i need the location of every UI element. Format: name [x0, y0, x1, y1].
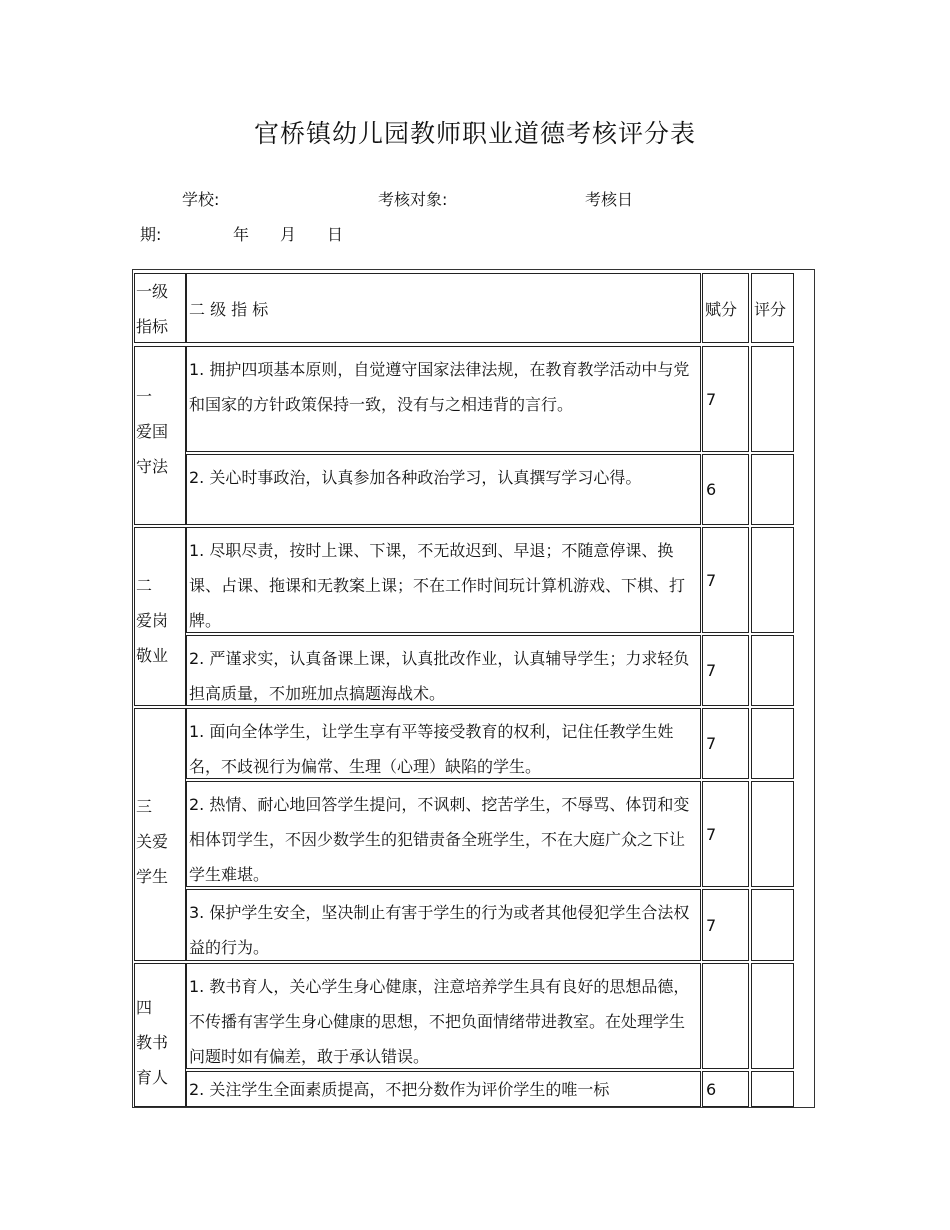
group-3-item-1-score	[702, 708, 749, 779]
group-2-line1: 二	[136, 576, 153, 595]
group-3-item-2-rating[interactable]	[751, 781, 794, 887]
group-4-label	[134, 963, 186, 1107]
score-value: 7	[706, 570, 717, 590]
group-2-item-1-score	[702, 527, 749, 633]
header-level1-line1: 一级	[136, 282, 169, 301]
group-1-item-1-text: 1. 拥护四项基本原则，自觉遵守国家法律法规，在教育教学活动中与党和国家的方针政策保持一致，没有与之相违背的言行。	[186, 346, 701, 452]
header-rating	[751, 273, 794, 343]
group-4-item-2-score	[702, 1071, 749, 1107]
school-label: 学校:	[182, 190, 220, 209]
group-3-line3: 学生	[136, 867, 169, 886]
header-assigned-label: 赋分	[705, 299, 738, 319]
group-2-item-2-rating[interactable]	[751, 635, 794, 706]
header-level2	[186, 273, 701, 343]
page-title: 官桥镇幼儿园教师职业道德考核评分表	[253, 119, 696, 148]
group-2-line3: 敬业	[136, 646, 169, 665]
group-4-item-1-text: 1. 教书育人，关心学生身心健康，注意培养学生具有良好的思想品德，不传播有害学生身心健康的思想，不把负面情绪带进教室。在处理学生问题时如有偏差，敢于承认错误。	[186, 963, 701, 1069]
group-4-item-1-score	[702, 963, 749, 1069]
group-4-line3: 育人	[136, 1068, 169, 1087]
group-2-item-2-score	[702, 635, 749, 706]
score-value: 7	[706, 734, 717, 753]
group-2-item-1-text: 1. 尽职尽责，按时上课、下课，不无故迟到、早退；不随意停课、换课、占课、拖课和无教案上课；不在工作时间玩计算机游戏、下棋、打牌。	[186, 527, 701, 633]
group-1-item-1-score	[702, 346, 749, 452]
group-4-line2: 教书	[136, 1033, 169, 1052]
group-1-item-2-rating[interactable]	[751, 454, 794, 525]
header-level1	[134, 273, 186, 343]
group-4-item-1-rating[interactable]	[751, 963, 794, 1069]
header-rating-label: 评分	[754, 299, 787, 319]
score-value: 6	[706, 1079, 717, 1099]
group-4-item-2-rating[interactable]	[751, 1071, 794, 1107]
header-level1-line2: 指标	[136, 317, 169, 336]
group-3-item-3-score	[702, 889, 749, 961]
group-1-line2: 爱国	[136, 422, 169, 441]
day-label: 日	[327, 225, 344, 244]
evaluation-table	[132, 269, 815, 1108]
target-label: 考核对象:	[378, 190, 448, 209]
score-value: 7	[706, 824, 717, 844]
group-1-label	[134, 346, 186, 525]
year-label: 年	[233, 225, 250, 244]
header-assigned	[702, 273, 749, 343]
score-value: 7	[706, 661, 717, 680]
score-value: 7	[706, 389, 717, 409]
date-label-part1: 考核日	[585, 190, 634, 209]
group-2-item-2-text: 2. 严谨求实，认真备课上课，认真批改作业，认真辅导学生；力求轻负担高质量，不加班加点搞题海战术。	[186, 635, 701, 706]
group-3-item-3-rating[interactable]	[751, 889, 794, 961]
group-3-label	[134, 708, 186, 961]
month-label: 月	[280, 225, 297, 244]
group-3-item-3-text: 3. 保护学生安全，坚决制止有害于学生的行为或者其他侵犯学生合法权益的行为。	[186, 889, 701, 961]
group-1-item-2-score	[702, 454, 749, 525]
group-1-item-1-rating[interactable]	[751, 346, 794, 452]
group-2-label	[134, 527, 186, 706]
group-1-line1: 一	[136, 387, 153, 406]
group-3-item-2-text: 2. 热情、耐心地回答学生提问，不讽刺、挖苦学生，不辱骂、体罚和变相体罚学生，不因少数学生的犯错责备全班学生，不在大庭广众之下让学生难堪。	[186, 781, 701, 887]
group-1-item-2-text: 2. 关心时事政治，认真参加各种政治学习，认真撰写学习心得。	[186, 454, 701, 525]
group-2-item-1-rating[interactable]	[751, 527, 794, 633]
group-3-item-2-score	[702, 781, 749, 887]
group-1-line3: 守法	[136, 457, 169, 476]
header-level2-label: 二 级 指 标	[189, 299, 269, 319]
group-4-line1: 四	[136, 998, 153, 1017]
date-label-part2: 期:	[140, 225, 162, 244]
group-4-item-2-text: 2. 关注学生全面素质提高，不把分数作为评价学生的唯一标	[186, 1071, 701, 1107]
group-2-line2: 爱岗	[136, 611, 169, 630]
score-value: 6	[706, 480, 717, 499]
group-3-item-1-rating[interactable]	[751, 708, 794, 779]
group-3-line1: 三	[136, 797, 153, 816]
score-value: 7	[706, 915, 717, 935]
group-3-line2: 关爱	[136, 832, 169, 851]
group-3-item-1-text: 1. 面向全体学生，让学生享有平等接受教育的权利，记住任教学生姓名，不歧视行为偏常、生理（心理）缺陷的学生。	[186, 708, 701, 779]
